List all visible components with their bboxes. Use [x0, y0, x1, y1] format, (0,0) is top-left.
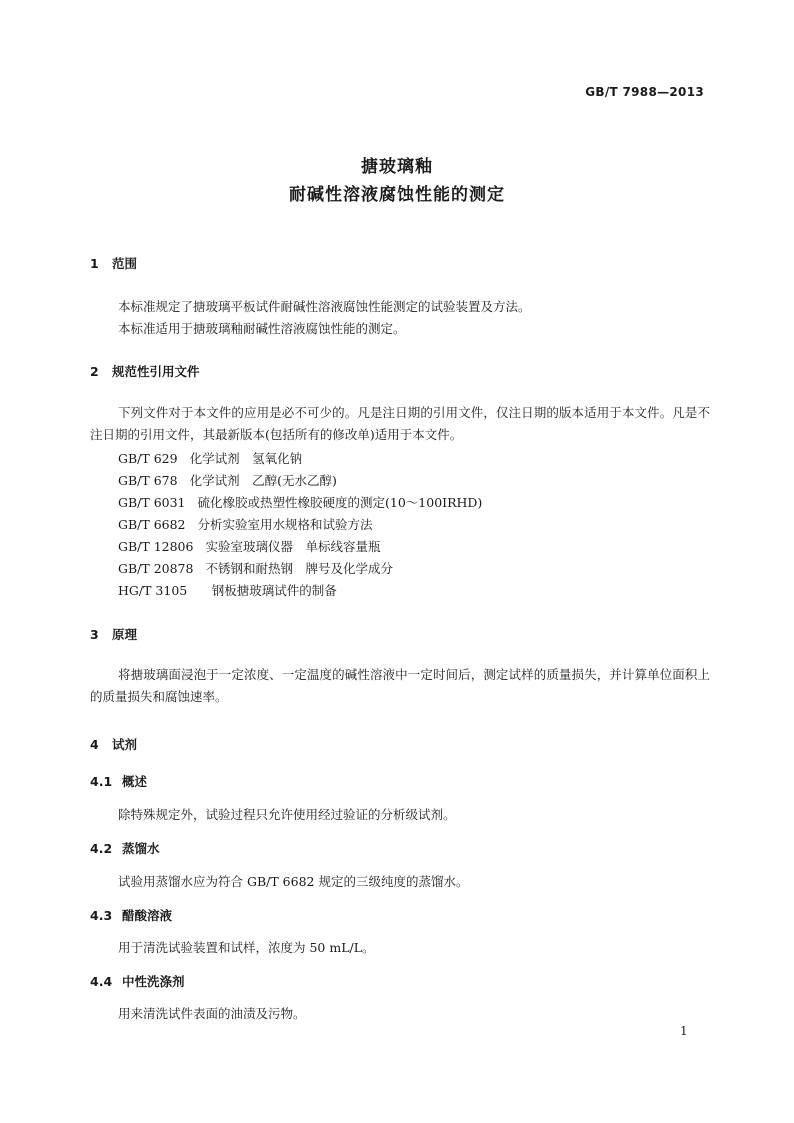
reference-code: GB/T 12806	[118, 539, 194, 554]
reference-title: 化学试剂 乙醇(无水乙醇)	[189, 473, 337, 488]
reference-code: GB/T 20878	[118, 561, 194, 576]
section-2-heading	[90, 362, 200, 380]
subsection-4-4-heading	[90, 972, 185, 990]
reference-title: 分析实验室用水规格和试验方法	[197, 517, 373, 532]
section-1-paragraph-1: 本标准规定了搪玻璃平板试件耐碱性溶液腐蚀性能测定的试验装置及方法。	[118, 299, 531, 314]
subsection-title: 概述	[122, 774, 148, 789]
subsection-number: 4.2	[90, 841, 113, 856]
subsection-number: 4.3	[90, 908, 113, 923]
subsection-title: 中性洗涤剂	[122, 974, 185, 989]
subsection-4-1-heading	[90, 772, 147, 790]
reference-title: 化学试剂 氢氧化钠	[189, 451, 303, 466]
standard-code: GB/T 7988—2013	[585, 85, 704, 99]
section-number: 1	[90, 256, 99, 271]
subsection-title: 醋酸溶液	[122, 908, 173, 923]
reference-code: GB/T 6682	[118, 517, 186, 532]
reference-title: 不锈钢和耐热钢 牌号及化学成分	[205, 561, 393, 576]
reference-code: HG/T 3105	[118, 583, 188, 598]
reference-title: 钢板搪玻璃试件的制备	[199, 583, 337, 598]
subsection-4-1-text: 除特殊规定外，试验过程只允许使用经过验证的分析级试剂。	[118, 807, 456, 822]
reference-code: GB/T 6031	[118, 495, 186, 510]
section-number: 4	[90, 737, 99, 752]
reference-item	[118, 471, 337, 489]
subsection-title: 蒸馏水	[122, 841, 160, 856]
document-title-line1: 搪玻璃釉	[361, 157, 433, 177]
section-number: 2	[90, 364, 99, 379]
reference-item	[118, 493, 482, 511]
subsection-4-3-heading	[90, 906, 172, 924]
section-number: 3	[90, 627, 99, 642]
subsection-4-4-text: 用来清洗试件表面的油渍及污物。	[118, 1006, 306, 1021]
section-3-paragraph: 将搪玻璃面浸泡于一定浓度、一定温度的碱性溶液中一定时间后，测定试样的质量损失，并计算单位面积上的质量损失和腐蚀速率。	[90, 667, 710, 704]
document-title-line2: 耐碱性溶液腐蚀性能的测定	[289, 185, 505, 205]
reference-code: GB/T 629	[118, 451, 178, 466]
reference-item	[118, 449, 302, 467]
section-title: 范围	[112, 256, 138, 271]
section-1-paragraph-2: 本标准适用于搪玻璃釉耐碱性溶液腐蚀性能的测定。	[118, 321, 406, 336]
section-title: 试剂	[112, 737, 138, 752]
subsection-4-2-text: 试验用蒸馏水应为符合 GB/T 6682 规定的三级纯度的蒸馏水。	[118, 874, 469, 889]
reference-item	[118, 515, 373, 533]
reference-item	[118, 559, 393, 577]
reference-title: 实验室玻璃仪器 单标线容量瓶	[205, 539, 381, 554]
section-title: 原理	[112, 627, 138, 642]
reference-code: GB/T 678	[118, 473, 178, 488]
subsection-number: 4.1	[90, 774, 113, 789]
section-title: 规范性引用文件	[112, 364, 200, 379]
reference-item	[118, 581, 337, 599]
section-2-intro: 下列文件对于本文件的应用是必不可少的。凡是注日期的引用文件，仅注日期的版本适用于本文件。凡是不注日期的引用文件，其最新版本(包括所有的修改单)适用于本文件。	[90, 405, 710, 442]
page-number: 1	[680, 1024, 688, 1038]
subsection-4-3-text: 用于清洗试验装置和试样，浓度为 50 mL/L。	[118, 940, 375, 955]
reference-item	[118, 537, 380, 555]
subsection-number: 4.4	[90, 974, 113, 989]
section-4-heading	[90, 735, 137, 753]
subsection-4-2-heading	[90, 839, 160, 857]
section-1-heading	[90, 254, 137, 272]
section-3-heading	[90, 625, 137, 643]
reference-title: 硫化橡胶或热塑性橡胶硬度的测定(10～100IRHD)	[197, 495, 483, 510]
